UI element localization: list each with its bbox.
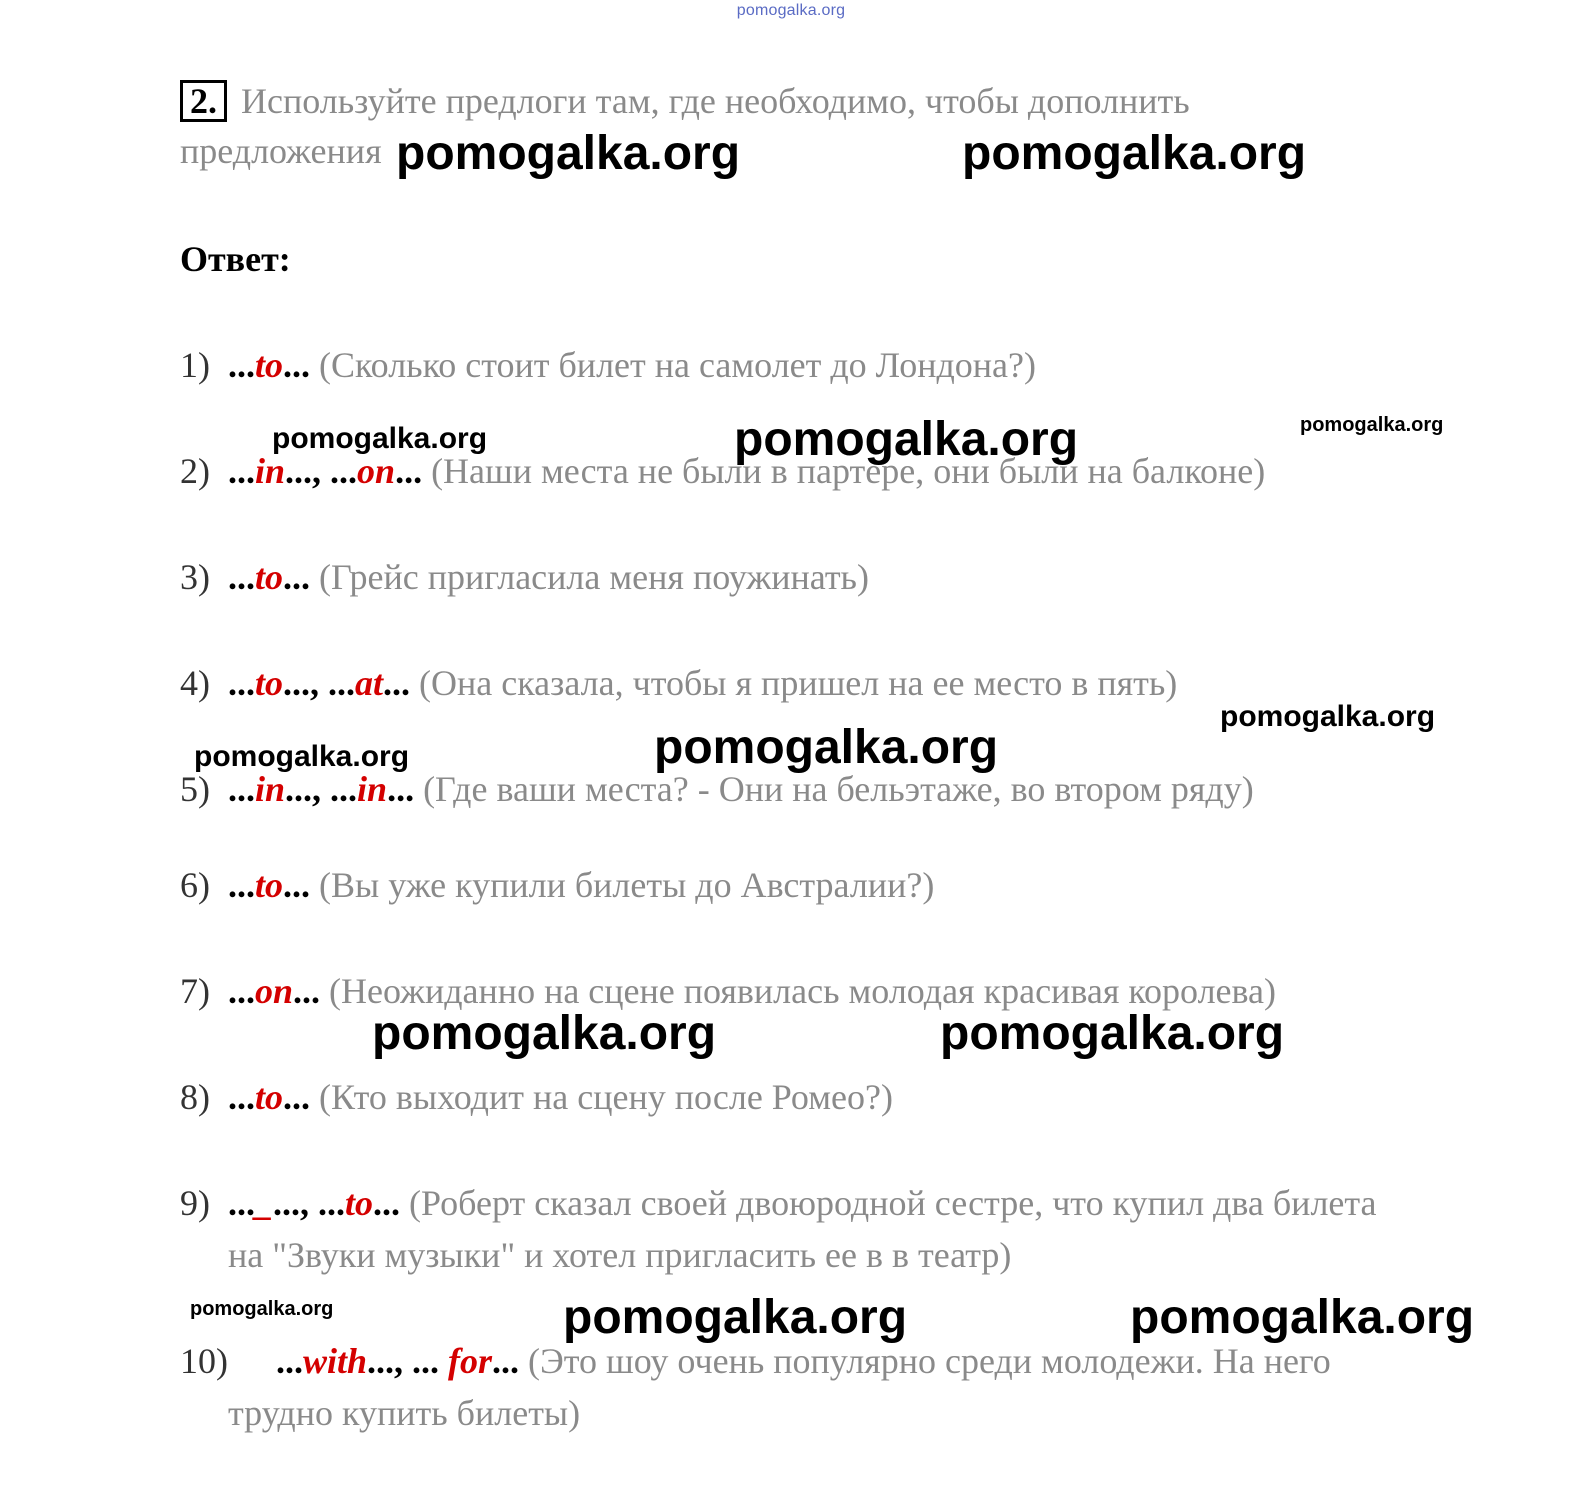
answer-item-10: 10) ...with..., ... for... (Это шоу очень популярно среди молодежи. На него (180, 1341, 1331, 1381)
watermark: pomogalka.org (1220, 700, 1436, 733)
site-link[interactable]: pomogalka.org (736, 2, 846, 19)
answer-item-7: 7) ...on... (Неожиданно на сцене появилась молодая красивая королева) (180, 971, 1276, 1011)
watermark: pomogalka.org (962, 127, 1307, 180)
watermark: pomogalka.org (654, 721, 999, 774)
answer-item-8: 8) ...to... (Кто выходит на сцену после Ромео?) (180, 1077, 893, 1117)
task-number: 2. (180, 80, 227, 122)
watermark: pomogalka.org (940, 1007, 1285, 1060)
answer-heading: Ответ: (180, 239, 291, 279)
watermark: pomogalka.org (563, 1291, 908, 1344)
answer-item-1: 1) ...to... (Сколько стоит билет на самолет до Лондона?) (180, 345, 1036, 385)
task-text-line1: Используйте предлоги там, где необходимо, чтобы дополнить (241, 81, 1190, 121)
answer-item-2: 2) ...in..., ...on... (Наши места не были в партере, они были на балконе) (180, 451, 1266, 491)
watermark: pomogalka.org (1300, 414, 1444, 436)
answer-item-3: 3) ...to... (Грейс пригласила меня поужинать) (180, 557, 869, 597)
watermark: pomogalka.org (194, 740, 410, 773)
task-text-line2: предложения (180, 131, 382, 171)
watermark: pomogalka.org (734, 413, 1079, 466)
answer-item-9: 9) ..._..., ...to... (Роберт сказал своей двоюродной сестре, что купил два билета (180, 1183, 1377, 1223)
watermark: pomogalka.org (1130, 1291, 1475, 1344)
answer-item-5: 5) ...in..., ...in... (Где ваши места? - Они на бельэтаже, во втором ряду) (180, 769, 1254, 809)
answer-item-4: 4) ...to..., ...at... (Она сказала, чтобы я пришел на ее место в пять) (180, 663, 1178, 703)
answer-item-6: 6) ...to... (Вы уже купили билеты до Австралии?) (180, 865, 935, 905)
watermark: pomogalka.org (396, 127, 741, 180)
answer-item-9-continuation: на "Звуки музыки" и хотел пригласить ее в в театр) (228, 1235, 1012, 1275)
watermark: pomogalka.org (190, 1298, 334, 1320)
task-heading (180, 80, 1190, 122)
watermark: pomogalka.org (272, 422, 488, 455)
watermark: pomogalka.org (372, 1007, 717, 1060)
answer-item-10-continuation: трудно купить билеты) (228, 1393, 581, 1433)
